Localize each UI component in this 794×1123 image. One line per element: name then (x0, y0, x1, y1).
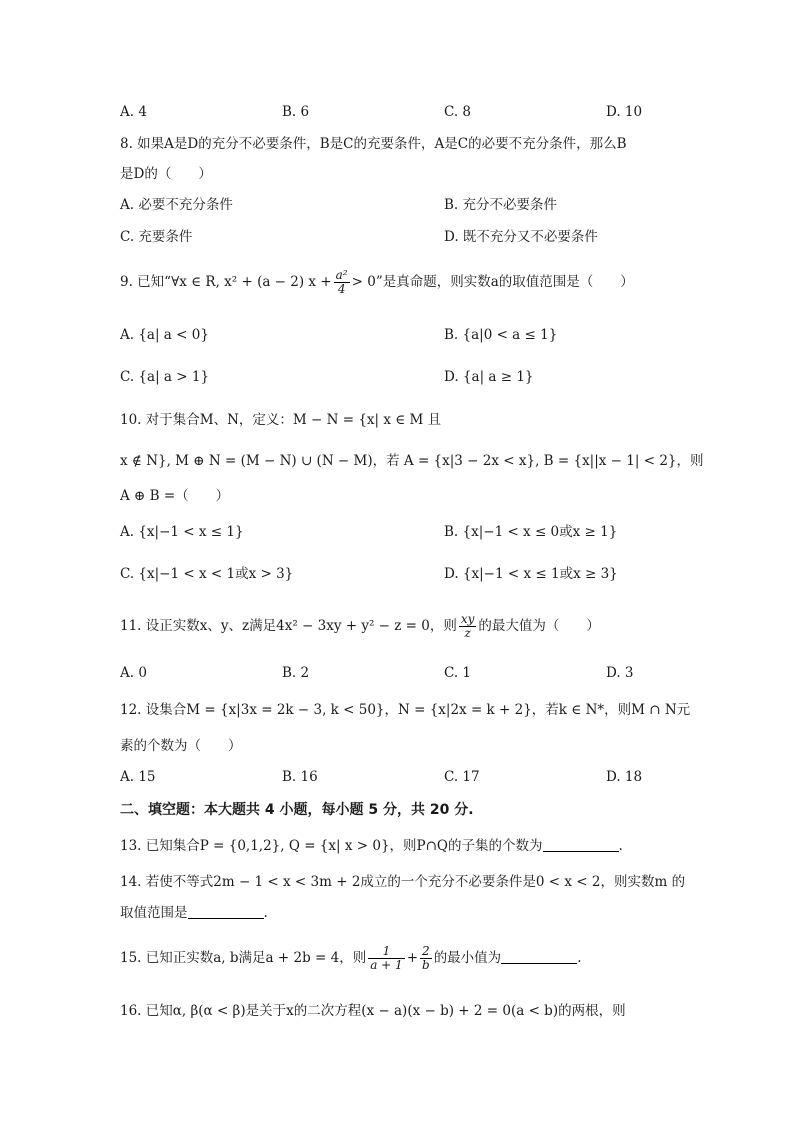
q14-stem-line1: 14. 若使不等式2m − 1 < x < 3m + 2成立的一个充分不必要条件是0 < x < 2，则实数m 的 (120, 874, 686, 890)
q15-answer-blank[interactable] (501, 949, 577, 964)
q11-option-a: A. 0 (120, 665, 147, 681)
q12-option-d: D. 18 (606, 769, 643, 785)
q15-stem (120, 940, 581, 976)
q15-fraction-2 (420, 945, 432, 972)
q15-frac1-num: 1 (368, 945, 404, 959)
q8-option-b: B. 充分不必要条件 (444, 197, 558, 213)
q10-stem-line3: A ⊕ B =（ ） (120, 488, 230, 504)
q10-stem-line2: x ∉ N}, M ⊕ N = (M − N) ∪ (N − M)，若 A = {x|3 − 2x < x}, B = {x||x − 1| < 2}，则 (120, 453, 704, 469)
q11-option-d: D. 3 (606, 665, 634, 681)
q11-frac-den: z (464, 626, 471, 640)
q14-answer-blank[interactable] (188, 904, 264, 919)
q10-option-a: A. {x|−1 < x ≤ 1} (120, 524, 244, 540)
q16-stem-line1: 16. 已知α, β(α < β)是关于x的二次方程(x − a)(x − b) + 2 = 0(a < b)的两根，则 (120, 1003, 626, 1019)
q8-stem-line2: 是D的（ ） (120, 166, 212, 182)
q9-stem-post: > 0”是真命题，则实数a的取值范围是（ ） (351, 274, 634, 290)
q15-stem-pre: 15. 已知正实数a, b满足a + 2b = 4，则 (120, 950, 367, 966)
q11-frac-num: xy (460, 612, 475, 626)
q9-option-a: A. {a| a < 0} (120, 327, 209, 343)
q11-option-c: C. 1 (444, 665, 472, 681)
q11-stem-post: 的最大值为（ ） (478, 618, 600, 634)
q15-plus: + (406, 950, 418, 966)
q15-stem-post: 的最小值为 (433, 950, 502, 966)
q15-fraction-1 (368, 945, 404, 972)
q12-stem-line1: 12. 设集合M = {x|3x = 2k − 3, k < 50}，N = {x|2x = k + 2}，若k ∈ N*，则M ∩ N元 (120, 702, 691, 718)
q9-option-d: D. {a| a ≥ 1} (444, 369, 534, 385)
q9-frac-den: 4 (337, 282, 346, 296)
q10-option-b: B. {x|−1 < x ≤ 0或x ≥ 1} (444, 524, 618, 540)
q15-frac2-num: 2 (420, 945, 432, 959)
q12-option-a: A. 15 (120, 769, 156, 785)
q12-stem-line2: 素的个数为（ ） (120, 738, 242, 754)
q11-stem (120, 609, 600, 643)
q7-option-a: A. 4 (120, 104, 147, 120)
q15-frac1-den: a + 1 (370, 958, 403, 972)
q10-option-d: D. {x|−1 < x ≤ 1或x ≥ 3} (444, 566, 618, 582)
q7-option-d: D. 10 (606, 104, 643, 120)
section-heading: 二、填空题：本大题共 4 小题，每小题 5 分，共 20 分. (120, 802, 474, 818)
q9-stem-pre: 9. 已知“∀x ∈ R, x² + (a − 2) x + (120, 274, 332, 290)
q15-frac2-den: b (422, 958, 430, 972)
q9-fraction (334, 269, 350, 296)
q11-fraction (459, 613, 477, 640)
q13-stem (120, 836, 623, 856)
q13-stem-pre: 13. 已知集合P = {0,1,2}, Q = {x| x > 0}，则P∩Q的子集的个数为 (120, 838, 543, 854)
q7-option-c: C. 8 (444, 104, 472, 120)
q14-stem-post: . (263, 905, 268, 921)
q8-option-a: A. 必要不充分条件 (120, 197, 233, 213)
q11-option-b: B. 2 (282, 665, 310, 681)
q8-option-c: C. 充要条件 (120, 229, 193, 245)
q11-stem-pre: 11. 设正实数x、y、z满足4x² − 3xy + y² − z = 0，则 (120, 618, 457, 634)
q7-option-b: B. 6 (282, 104, 310, 120)
q13-answer-blank[interactable] (543, 837, 619, 852)
q13-stem-post: . (618, 838, 623, 854)
q8-stem-line1: 8. 如果A是D的充分不必要条件，B是C的充要条件，A是C的必要不充分条件，那么B (120, 136, 627, 152)
q12-option-c: C. 17 (444, 769, 480, 785)
q15-stem-end: . (577, 950, 582, 966)
q8-option-d: D. 既不充分又不必要条件 (444, 229, 598, 245)
q9-option-b: B. {a|0 < a ≤ 1} (444, 327, 558, 343)
q9-option-c: C. {a| a > 1} (120, 369, 210, 385)
q12-option-b: B. 16 (282, 769, 318, 785)
q9-stem (120, 265, 634, 299)
q10-option-c: C. {x|−1 < x < 1或x > 3} (120, 566, 294, 582)
q10-stem-line1: 10. 对于集合M、N，定义：M − N = {x| x ∈ M 且 (120, 412, 442, 428)
q14-stem-line2 (120, 903, 268, 923)
q9-frac-num: a² (335, 268, 348, 282)
q14-stem-pre: 取值范围是 (120, 905, 188, 921)
